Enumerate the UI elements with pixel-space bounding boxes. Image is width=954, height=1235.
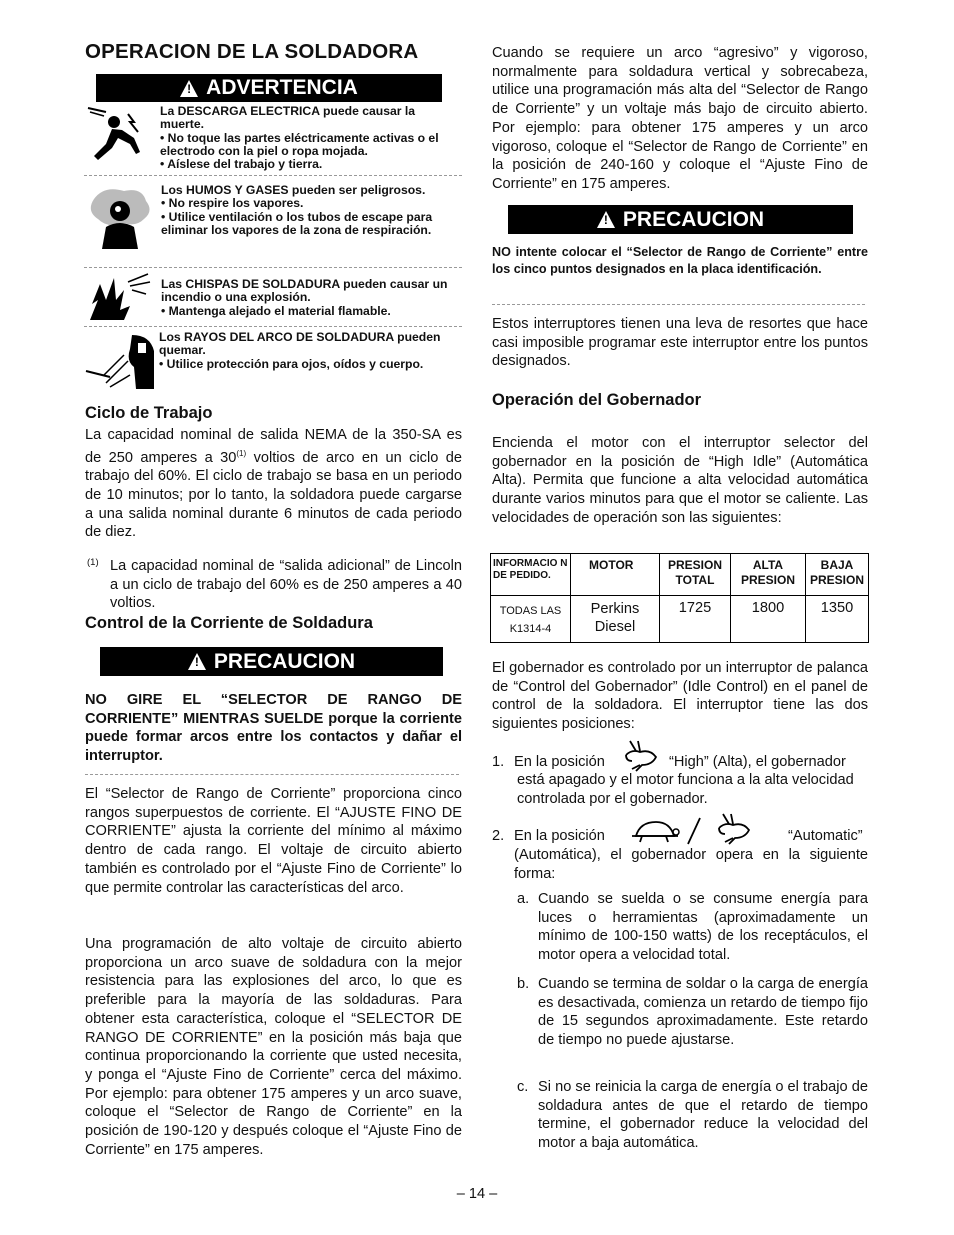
warning-electric-text <box>160 105 462 171</box>
table-cell: TODAS LAS K1314-4 <box>491 596 571 643</box>
electric-shock-icon <box>84 104 154 168</box>
precaucion-text: NO GIRE EL “SELECTOR DE RANGO DE CORRIENTE” MIENTRAS SUELDE porque la corriente puede formar arcos entre los contactos y dañar el interruptor. <box>85 692 462 765</box>
table-cell: Perkins Diesel <box>571 596 660 643</box>
table-cell: 1725 <box>660 596 731 643</box>
sub-item-mark: c. <box>517 1079 529 1095</box>
table-row <box>491 596 869 643</box>
warning-sparks-text <box>161 278 461 318</box>
warning-triangle-icon: ! <box>180 80 198 97</box>
table-header: PRESION TOTAL <box>660 554 731 596</box>
warning-line: • Utilice ventilación o los tubos de escape para eliminar los vapores de la zona de respiración. <box>161 209 433 237</box>
warning-line: • Aíslese del trabajo y tierra. <box>160 157 323 172</box>
interruptores-paragraph: Estos interruptores tienen una leva de resortes que hace casi imposible programar este interruptor entre los puntos designados. <box>492 316 868 370</box>
warning-line: • Utilice protección para ojos, oídos y cuerpo. <box>159 356 424 371</box>
ciclo-text-b: voltios de arco en un ciclo de trabajo del 60%. El ciclo de trabajo se basa en un periodo de 10 minutos; por lo tanto, la soldadora puede cargarse a una salida nominal durante 6 minutos de cada periodo de diez. <box>85 449 462 541</box>
gobernador-paragraph-1: Encienda el motor con el interruptor selector del gobernador en la posición de “High Idle” (Automática Alta). Permita que funcione a alta velocidad automática durante varios minutos para que el motor se caliente. Las velocidades de operación son las siguientes: <box>492 435 868 526</box>
table-header: MOTOR <box>571 554 660 596</box>
ciclo-text-a: La capacidad nominal de salida NEMA de la 350-SA es de 250 amperes a 30 <box>85 427 462 466</box>
table-cell: 1350 <box>806 596 869 643</box>
page-number: – 14 – <box>456 1186 498 1202</box>
operating-speeds-table <box>490 553 869 643</box>
control-paragraph-2: Una programación de alto voltaje de circuito abierto proporciona un arco suave de soldadura con la mejor resistencia para las explosiones del arco, lo que es preferible para la mayoría de las soldaduras. Para obtener esta característica, coloque el “SELECTOR DE RANGO DE CORRIENTE” en la posición más baja que continua proporcionando la corriente que usted necesita, y ponga el “Ajuste Fino de Corriente” cerca del máximo. Por ejemplo: para obtener 175 amperes y un arco suave, coloque el “Selector de Rango de Corriente” en la posición de 190-120 y después coloque el “Ajuste Fino de Corriente” en 175 amperes. <box>85 936 462 1158</box>
arco-agresivo-paragraph: Cuando se requiere un arco “agresivo” y vigoroso, normalmente para soldadura vertical y sobrecabeza, utilice una programación más alta del “Selector de Rango de Corriente” y un voltaje más bajo de circuito abierto. Por ejemplo: para obtener 175 amperes y un arco vigoroso, coloque el “Selector de Rango de Corriente” en la posición de 240-160 y coloque el “Ajuste Fino de Corriente” en 175 amperes. <box>492 45 868 192</box>
table-header-row <box>491 554 869 596</box>
footnote-ref: (1) <box>236 448 247 458</box>
list-item-text: (Automática), el gobernador opera en la siguiente forma: <box>514 847 868 882</box>
list-item-number: 1. <box>492 754 505 770</box>
divider <box>85 774 459 775</box>
control-paragraph-1: El “Selector de Rango de Corriente” proporciona cinco rangos superpuestos de corriente. El “AJUSTE FINO DE CORRIENTE” ajusta la corriente del mínimo al máximo dentro de cada rango. El voltaje de circuito abierto también es controlado por el “Ajuste Fino de Corriente” lo que permite controlar las características del arco. <box>85 786 462 896</box>
precaucion-banner <box>100 647 443 676</box>
fumes-icon <box>84 183 156 253</box>
table-header: INFORMACIO N DE PEDIDO. <box>491 554 571 596</box>
ciclo-paragraph <box>85 426 462 542</box>
table-cell: 1800 <box>731 596 806 643</box>
advertencia-label: ADVERTENCIA <box>206 76 358 99</box>
gobernador-paragraph-2: El gobernador es controlado por un interruptor de palanca de “Control del Gobernador” (Idle Control) en el panel de control de la soldadora. El interruptor tiene las dos siguientes posiciones: <box>492 660 868 733</box>
precaucion-label: PRECAUCION <box>213 649 356 673</box>
sub-item-mark: a. <box>517 891 530 907</box>
warning-line: Las CHISPAS DE SOLDADURA pueden causar un incendio o una explosión. <box>161 277 448 305</box>
precaucion-banner-2 <box>508 205 853 234</box>
warning-line: La DESCARGA ELECTRICA puede causar la muerte. <box>160 104 416 132</box>
sub-item-text: Cuando se suelda o se consume energía para luces o herramientas (aproximadamente un mínimo de 100-150 watts) de los receptáculos, el motor opera a velocidad total. <box>538 891 868 964</box>
sub-item-text: Cuando se termina de soldar o la carga de energía es desactivada, comienza un retardo de tiempo fijo de 15 segundos aproximadamente. Este retardo de tiempo no puede ajustarse. <box>538 976 868 1049</box>
list-item-text: está apagado y el motor funciona a la alta velocidad controlada por el gobernador. <box>517 772 854 807</box>
advertencia-banner <box>96 74 442 102</box>
list-item-text: En la posición <box>514 828 605 844</box>
warning-line: • Mantenga alejado el material flamable. <box>161 303 391 318</box>
warning-line: Los HUMOS Y GASES pueden ser peligrosos. <box>161 183 426 197</box>
divider <box>84 267 462 268</box>
warning-line: • No respire los vapores. <box>161 196 304 211</box>
divider <box>84 175 462 176</box>
divider <box>492 304 865 305</box>
list-item-text: “Automatic” <box>788 828 863 844</box>
sub-item-text: Si no se reinicia la carga de energía o el trabajo de soldadura antes de que el retardo de tiempo termine, el gobernador reduce la velocidad del motor a baja automática. <box>538 1079 868 1152</box>
page-title: OPERACION DE LA SOLDADORA <box>85 40 419 63</box>
warning-rays-text <box>159 331 461 371</box>
table-header: BAJA PRESION <box>806 554 869 596</box>
list-item-number: 2. <box>492 828 505 844</box>
warning-triangle-icon: ! <box>188 653 206 670</box>
ciclo-heading: Ciclo de Trabajo <box>85 404 213 422</box>
list-item-text: “High” (Alta), el gobernador <box>669 754 846 770</box>
divider <box>84 326 462 327</box>
footnote-text: La capacidad nominal de “salida adicional” de Lincoln a un ciclo de trabajo del 60% es de 250 amperes a 40 voltios. <box>110 558 462 612</box>
warning-line: • No toque las partes eléctricamente activas o el electrodo con la piel o ropa mojada. <box>160 130 439 158</box>
control-heading: Control de la Corriente de Soldadura <box>85 614 373 632</box>
warning-triangle-icon: ! <box>597 211 615 228</box>
precaucion-text-2: NO intente colocar el “Selector de Rango de Corriente” entre los cinco puntos designados en la placa identificación. <box>492 245 868 276</box>
warning-line: Los RAYOS DEL ARCO DE SOLDADURA pueden quemar. <box>159 330 441 358</box>
footnote-mark: (1) <box>87 557 99 568</box>
warning-fumes-text <box>161 184 461 237</box>
list-item-text: En la posición <box>514 754 605 770</box>
arc-rays-icon <box>84 331 158 393</box>
sub-item-mark: b. <box>517 976 530 992</box>
precaucion-label: PRECAUCION <box>622 207 765 231</box>
fire-explosion-icon <box>84 270 156 324</box>
gobernador-heading: Operación del Gobernador <box>492 391 702 409</box>
table-header: ALTA PRESION <box>731 554 806 596</box>
